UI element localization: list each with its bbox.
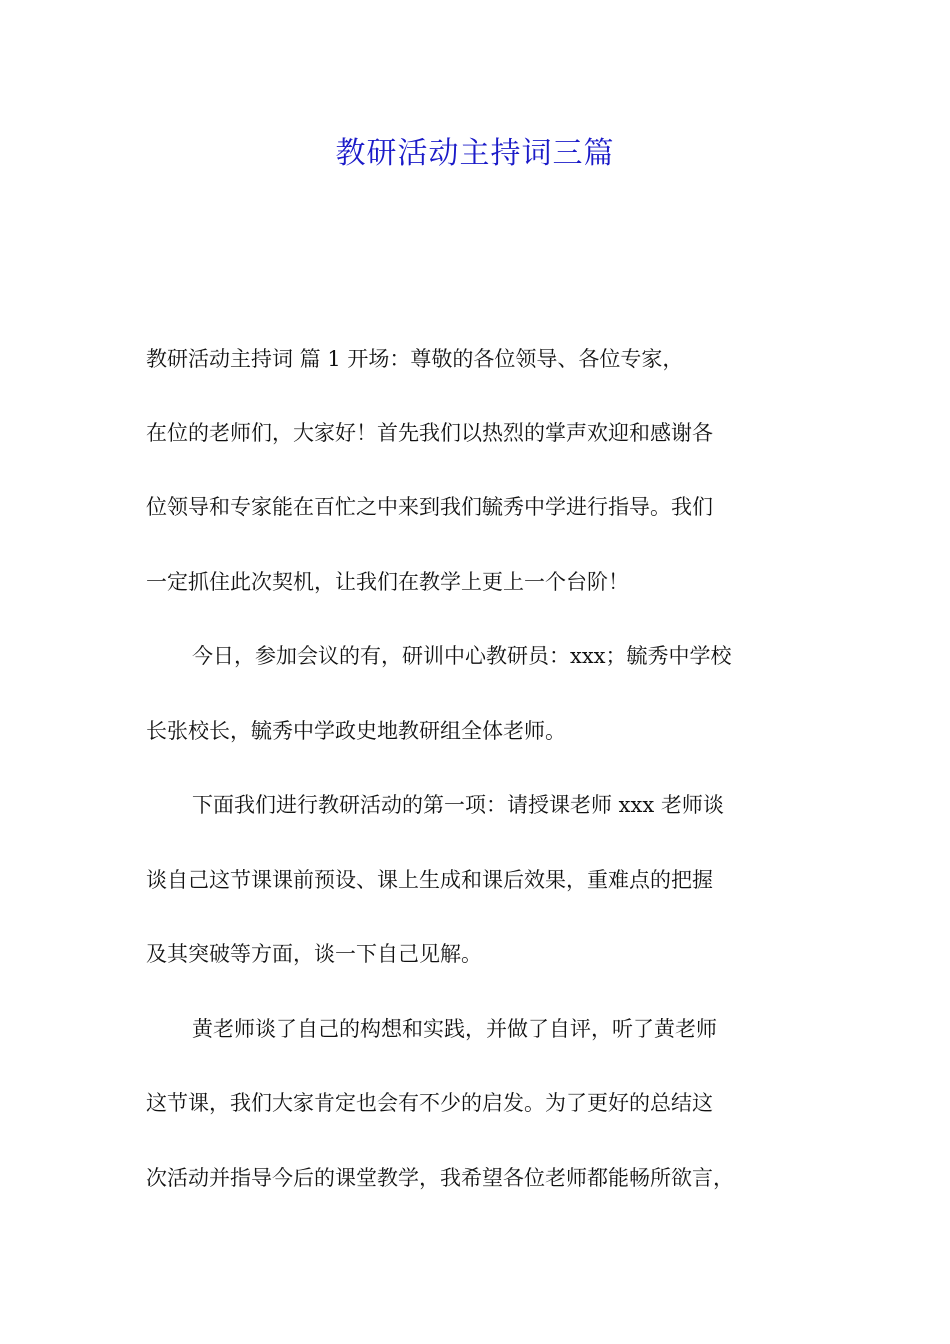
text-line: 这节课，我们大家肯定也会有不少的启发。为了更好的总结这: [146, 1091, 713, 1115]
text-line: 长张校长，毓秀中学政史地教研组全体老师。: [146, 719, 566, 743]
text-line: 今日，参加会议的有，研训中心教研员：xxx；毓秀中学校: [192, 644, 732, 668]
text-line: 次活动并指导今后的课堂教学，我希望各位老师都能畅所欲言，: [146, 1166, 734, 1190]
text-line: 教研活动主持词 篇 1 开场：尊敬的各位领导、各位专家，: [146, 347, 684, 371]
text-line: 黄老师谈了自己的构想和实践，并做了自评，听了黄老师: [192, 1017, 717, 1041]
text-line: 及其突破等方面，谈一下自己见解。: [146, 942, 482, 966]
text-line: 下面我们进行教研活动的第一项：请授课老师 xxx 老师谈: [192, 793, 724, 817]
text-line: 谈自己这节课课前预设、课上生成和课后效果，重难点的把握: [146, 868, 713, 892]
text-line: 在位的老师们，大家好！首先我们以热烈的掌声欢迎和感谢各: [146, 421, 713, 445]
document-title: 教研活动主持词三篇: [335, 136, 615, 171]
text-line: 一定抓住此次契机，让我们在教学上更上一个台阶！: [146, 570, 629, 594]
text-line: 位领导和专家能在百忙之中来到我们毓秀中学进行指导。我们: [146, 495, 713, 519]
